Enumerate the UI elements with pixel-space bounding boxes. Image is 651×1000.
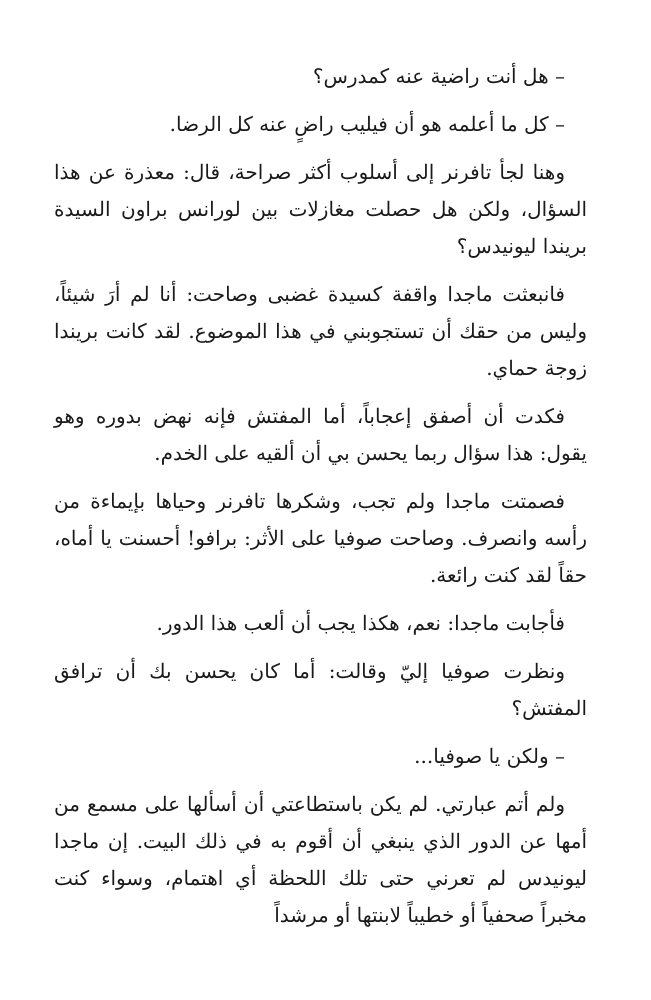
paragraph-4: فانبعثت ماجدا واقفة كسيدة غضبى وصاحت: أنا لم أرَ شيئاً، وليس من حقك أن تستجوبني في هذا الموضوع. لقد كانت بريندا زوجة حماي. [54, 282, 587, 380]
paragraph-5: فكدت أن أصفق إعجاباً، أما المفتش فإنه نهض بدوره وهو يقول: هذا سؤال ربما يحسن بي أن ألقيه على الخدم. [54, 404, 587, 465]
paragraph-10: ولم أتم عبارتي. لم يكن باستطاعتي أن أسألها على مسمع من أمها عن الدور الذي ينبغي أن أقوم به في ذلك البيت. إن ماجدا ليونيدس لم تعرني حتى تلك اللحظة أي اهتمام، وسواء كنت مخبراً صحفياً أو خطيباً لابنتها أو مرشداً [54, 792, 587, 927]
paragraph-9: – ولكن يا صوفيا... [414, 744, 565, 768]
paragraph-3: وهنا لجأ تافرنر إلى أسلوب أكثر صراحة، قال: معذرة عن هذا السؤال، ولكن هل حصلت مغازلات بين لورانس براون السيدة بريندا ليونيدس؟ [54, 160, 587, 258]
paragraph-1: – هل أنت راضية عنه كمدرس؟ [312, 64, 565, 88]
paragraph-6: فصمتت ماجدا ولم تجب، وشكرها تافرنر وحياها بإيماءة من رأسه وانصرف. وصاحت صوفيا على الأثر: برافو! أحسنت يا أماه، حقاً لقد كنت رائعة. [54, 489, 587, 587]
paragraph-2: – كل ما أعلمه هو أن فيليب راضٍ عنه كل الرضا. [169, 112, 565, 136]
paragraph-7: فأجابت ماجدا: نعم، هكذا يجب أن ألعب هذا الدور. [156, 611, 565, 635]
paragraph-8: ونظرت صوفيا إليّ وقالت: أما كان يحسن بك أن ترافق المفتش؟ [54, 659, 587, 720]
